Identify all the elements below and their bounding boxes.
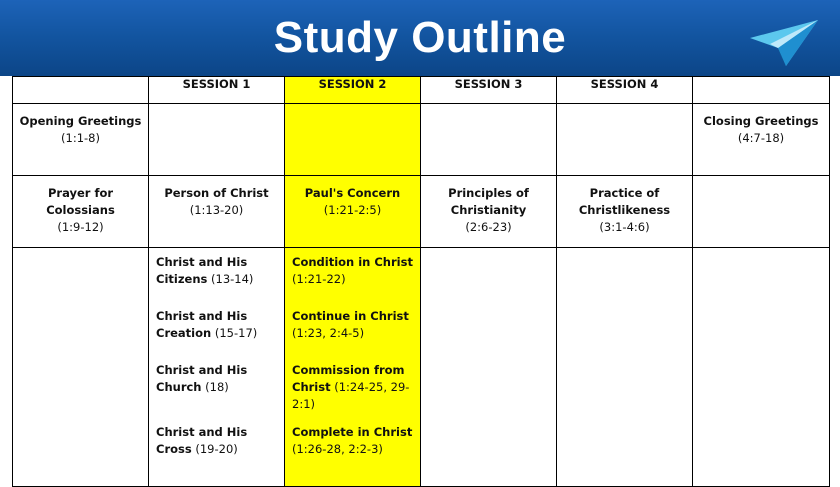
- session-header-cell: SESSION 3: [421, 77, 557, 104]
- greetings-row: [13, 104, 830, 176]
- session2-subtopics: [285, 248, 421, 487]
- subtopic-item: [156, 362, 278, 396]
- page-title: Study Outline: [273, 13, 567, 62]
- cell-title: Paul's Concern: [304, 186, 401, 200]
- cell-reference: (1:9-12): [57, 220, 104, 234]
- outline-cell: [557, 176, 693, 248]
- cell-title: Prayer for Colossians: [46, 186, 115, 217]
- outline-cell: [421, 176, 557, 248]
- subtopic-title: Complete in Christ: [292, 425, 413, 439]
- subtopic-item: [292, 362, 414, 413]
- cell-reference: (3:1-4:6): [599, 220, 650, 234]
- subtopic-reference: (15-17): [214, 326, 258, 340]
- outline-cell: [557, 104, 693, 176]
- subtopic-title: Christ and His Cross: [156, 425, 248, 456]
- subtopic-title: Commission from Christ: [292, 363, 405, 394]
- subtopic-reference: (1:23, 2:4-5): [292, 326, 365, 340]
- session-header-cell: [13, 77, 149, 104]
- subtopic-title: Condition in Christ: [292, 255, 413, 269]
- outline-cell: [149, 104, 285, 176]
- subtopic-reference: (1:21-22): [292, 272, 346, 286]
- subtopic-item: [156, 424, 278, 458]
- study-outline-table: [12, 76, 830, 487]
- outline-cell: [13, 248, 149, 487]
- subtopic-title: Christ and His Citizens: [156, 255, 248, 286]
- outline-cell: [13, 176, 149, 248]
- subtopic-item: [156, 254, 278, 288]
- cell-title: Person of Christ: [164, 186, 269, 200]
- subtopic-reference: (19-20): [195, 442, 238, 456]
- session-header-row: [13, 77, 830, 104]
- outline-cell: [13, 104, 149, 176]
- title-banner: [0, 0, 840, 76]
- outline-cell: [149, 176, 285, 248]
- cell-reference: (1:1-8): [61, 131, 100, 145]
- outline-cell: [693, 248, 830, 487]
- subtopic-item: [156, 308, 278, 342]
- subtopic-item: [292, 308, 414, 342]
- topics-row: [13, 176, 830, 248]
- cell-title: Principles of Christianity: [448, 186, 529, 217]
- paper-plane-icon: [748, 18, 820, 70]
- subtopic-item: [292, 254, 414, 288]
- session-header-cell: SESSION 4: [557, 77, 693, 104]
- outline-cell: [285, 104, 421, 176]
- subtopic-item: [292, 424, 414, 458]
- outline-cell: [557, 248, 693, 487]
- outline-cell: [421, 104, 557, 176]
- cell-title: Opening Greetings: [19, 114, 142, 128]
- outline-cell: [285, 176, 421, 248]
- outline-cell: [693, 104, 830, 176]
- cell-title: Practice of Christlikeness: [578, 186, 671, 217]
- session-header-cell: [693, 77, 830, 104]
- session-header-cell: SESSION 1: [149, 77, 285, 104]
- session1-subtopics: [149, 248, 285, 487]
- outline-cell: [421, 248, 557, 487]
- cell-reference: (1:13-20): [189, 203, 244, 217]
- subtopics-row: [13, 248, 830, 487]
- cell-reference: (2:6-23): [465, 220, 512, 234]
- subtopic-reference: (18): [205, 380, 229, 394]
- subtopic-reference: (1:26-28, 2:2-3): [292, 442, 383, 456]
- cell-reference: (1:21-2:5): [323, 203, 382, 217]
- cell-title: Closing Greetings: [703, 114, 819, 128]
- session-header-cell: SESSION 2: [285, 77, 421, 104]
- subtopic-title: Christ and His Creation: [156, 309, 248, 340]
- subtopic-title: Continue in Christ: [292, 309, 409, 323]
- outline-cell: [693, 176, 830, 248]
- subtopic-reference: (1:24-25, 29-2:1): [292, 380, 410, 411]
- subtopic-title: Christ and His Church: [156, 363, 248, 394]
- cell-reference: (4:7-18): [737, 131, 785, 145]
- subtopic-reference: (13-14): [211, 272, 254, 286]
